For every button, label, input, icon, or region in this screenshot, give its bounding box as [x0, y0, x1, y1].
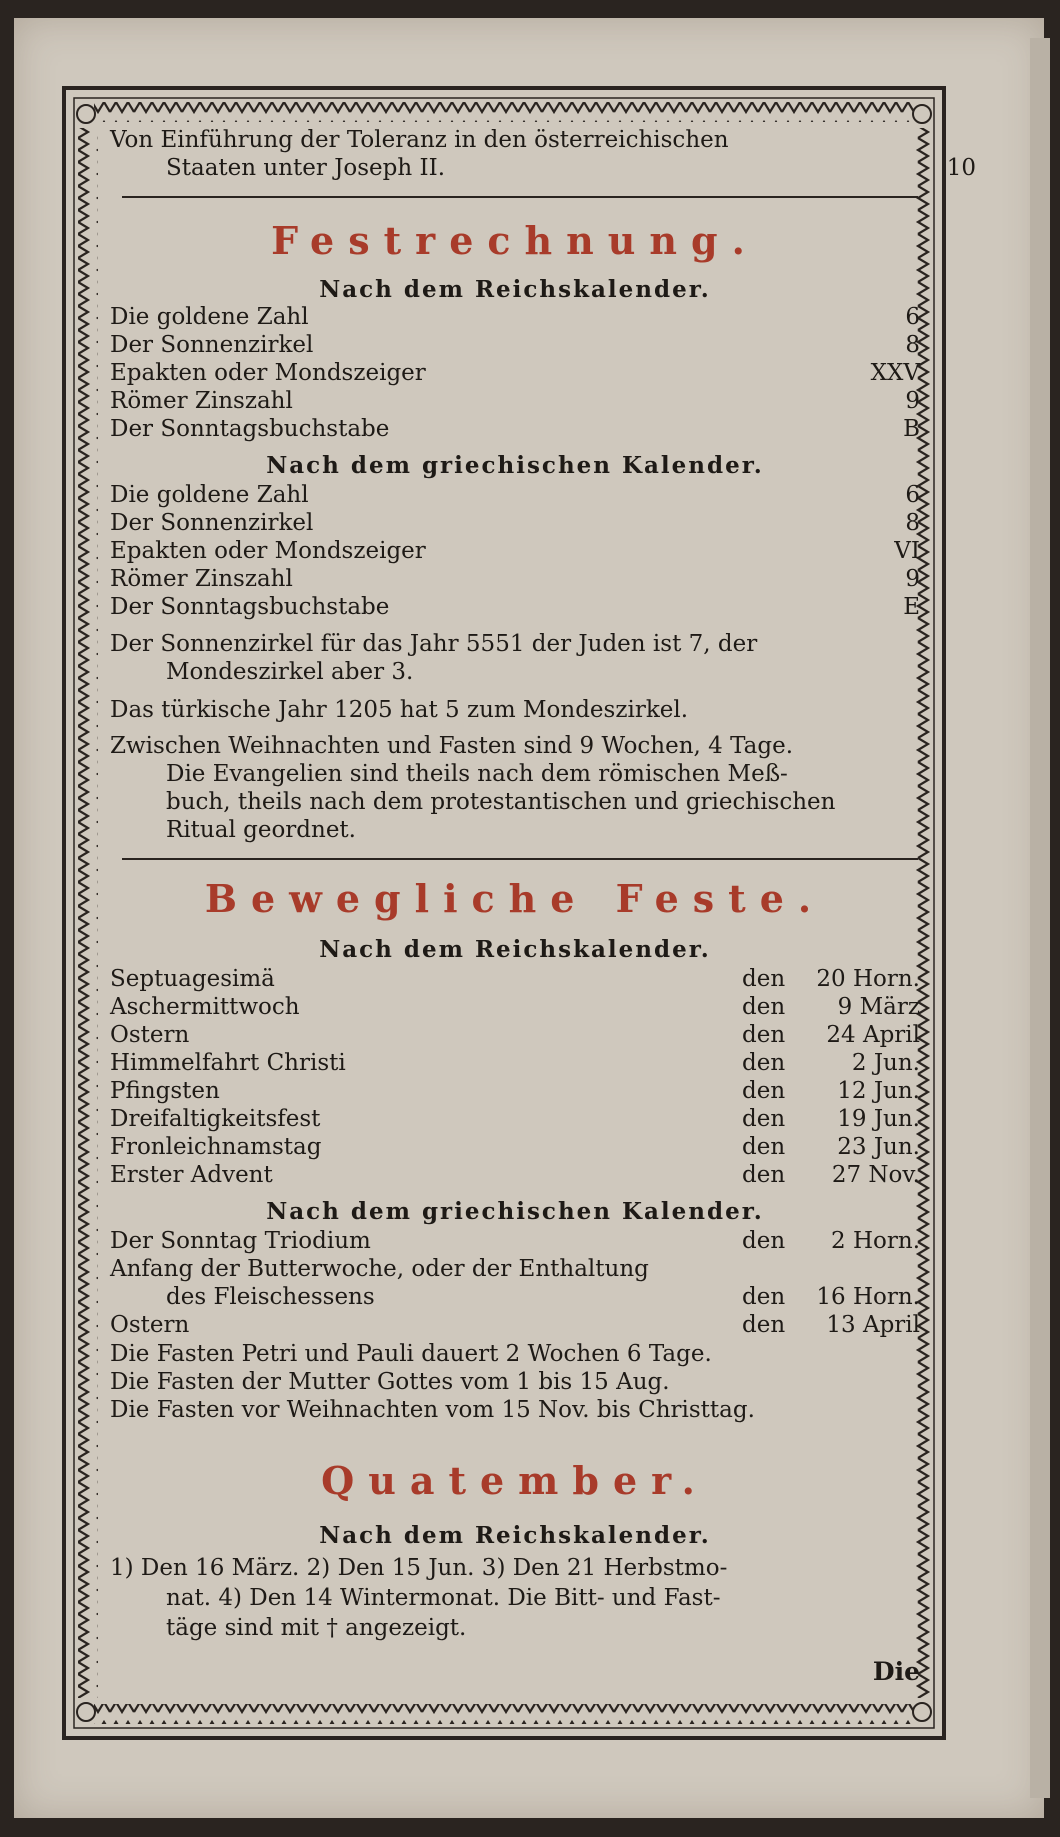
row-label: Der Sonnenzirkel [110, 510, 314, 536]
row-label: Dreifaltigkeitsfest [110, 1106, 321, 1132]
row-date: 9 März [837, 994, 920, 1020]
row-den: den [742, 1134, 786, 1160]
quatember-heading: Nach dem Reichskalender. [319, 1522, 711, 1549]
table-row [110, 1312, 920, 1340]
row-den: den [742, 994, 786, 1020]
table-row [110, 594, 920, 622]
table-row [110, 482, 920, 510]
bewegliche-title: Bewegliche Feste. [204, 876, 826, 921]
calendar-page [14, 18, 1044, 1818]
row-den: den [742, 1078, 786, 1104]
table-row [110, 1134, 920, 1162]
note-jewish-line-2: Mondeszirkel aber 3. [166, 659, 414, 685]
note-jewish-line-1: Der Sonnenzirkel für das Jahr 5551 der Juden ist 7, der [110, 631, 758, 657]
table-row [110, 538, 920, 566]
catchword: Die [872, 1657, 920, 1686]
table-row [110, 1256, 920, 1284]
row-den: den [742, 1106, 786, 1132]
intro-page-ref: 10 [946, 155, 976, 181]
table-row [110, 1228, 920, 1256]
bewegliche-griech-heading: Nach dem griechischen Kalender. [266, 1198, 764, 1225]
row-den: den [742, 966, 786, 992]
table-row [110, 1162, 920, 1190]
row-value: 9 [905, 388, 920, 414]
row-den: den [742, 1162, 786, 1188]
row-date: 13 April [826, 1312, 920, 1338]
table-row [110, 1106, 920, 1134]
fast-petri-pauli: Die Fasten Petri und Pauli dauert 2 Wochen 6 Tage. [110, 1341, 712, 1367]
row-label: Himmelfahrt Christi [110, 1050, 346, 1076]
row-den: den [742, 1022, 786, 1048]
row-value: E [903, 594, 920, 620]
row-label: Anfang der Butterwoche, oder der Enthaltung [110, 1256, 649, 1282]
row-value: VI [894, 538, 920, 564]
intro-line-2-text: Staaten unter Joseph II. [166, 155, 445, 181]
row-date: 2 Horn. [831, 1228, 920, 1254]
divider [122, 858, 918, 860]
note-turkish: Das türkische Jahr 1205 hat 5 zum Mondeszirkel. [110, 697, 689, 723]
table-row [110, 566, 920, 594]
note-weeks-line-3: buch, theils nach dem protestantischen und griechischen [166, 789, 836, 815]
row-label: Fronleichnamstag [110, 1134, 322, 1160]
festrechnung-title: Festrechnung. [271, 218, 759, 263]
table-row [110, 332, 920, 360]
table-row [110, 966, 920, 994]
row-label: Ostern [110, 1312, 190, 1338]
row-label: Der Sonntag Triodium [110, 1228, 371, 1254]
row-den: den [742, 1284, 786, 1310]
row-den: den [742, 1050, 786, 1076]
row-value: 9 [905, 566, 920, 592]
festrechnung-reich-heading: Nach dem Reichskalender. [319, 276, 711, 303]
row-label: Der Sonnenzirkel [110, 332, 314, 358]
row-value: 6 [905, 482, 920, 508]
row-den: den [742, 1228, 786, 1254]
quatember-title: Quatember. [321, 1458, 709, 1503]
row-value: XXV [870, 360, 920, 386]
row-date: 24 April [826, 1022, 920, 1048]
row-date: 19 Jun. [837, 1106, 920, 1132]
row-date: 27 Nov. [831, 1162, 920, 1188]
row-date: 2 Jun. [851, 1050, 920, 1076]
row-label: Die goldene Zahl [110, 482, 309, 508]
row-value: 8 [905, 332, 920, 358]
note-weeks-line-2: Die Evangelien sind theils nach dem römischen Meß- [166, 761, 788, 787]
row-label: Septuagesimä [110, 966, 275, 992]
row-date: 20 Horn. [816, 966, 920, 992]
table-row [110, 994, 920, 1022]
table-row [110, 510, 920, 538]
row-value: 8 [905, 510, 920, 536]
table-row [110, 388, 920, 416]
table-row [110, 304, 920, 332]
row-label: Römer Zinszahl [110, 388, 293, 414]
row-date: 23 Jun. [837, 1134, 920, 1160]
festrechnung-griech-heading: Nach dem griechischen Kalender. [266, 452, 764, 479]
quatember-line-1: 1) Den 16 März. 2) Den 15 Jun. 3) Den 21 Herbstmo- [110, 1555, 728, 1581]
row-label: Der Sonntagsbuchstabe [110, 416, 390, 442]
table-row [110, 1078, 920, 1106]
note-weeks-line-4: Ritual geordnet. [166, 817, 356, 843]
row-date: 12 Jun. [837, 1078, 920, 1104]
row-label: Erster Advent [110, 1162, 273, 1188]
quatember-line-3: täge sind mit † angezeigt. [166, 1615, 467, 1641]
intro-line-1: Von Einführung der Toleranz in den österreichischen [110, 127, 729, 153]
table-row [110, 360, 920, 388]
quatember-line-2: nat. 4) Den 14 Wintermonat. Die Bitt- und Fast- [166, 1585, 721, 1611]
row-date: 16 Horn. [816, 1284, 920, 1310]
row-label: des Fleischessens [166, 1284, 375, 1310]
row-label: Pfingsten [110, 1078, 220, 1104]
row-label: Der Sonntagsbuchstabe [110, 594, 390, 620]
row-label: Römer Zinszahl [110, 566, 293, 592]
row-label: Epakten oder Mondszeiger [110, 360, 426, 386]
row-value: 6 [905, 304, 920, 330]
bewegliche-reich-heading: Nach dem Reichskalender. [319, 936, 711, 963]
note-weeks-line-1: Zwischen Weihnachten und Fasten sind 9 Wochen, 4 Tage. [110, 733, 794, 759]
row-den: den [742, 1312, 786, 1338]
table-row [110, 1022, 920, 1050]
divider [122, 196, 918, 198]
row-label: Die goldene Zahl [110, 304, 309, 330]
intro-line-2 [110, 154, 976, 182]
fast-mutter-gottes: Die Fasten der Mutter Gottes vom 1 bis 15 Aug. [110, 1369, 670, 1395]
row-label: Ostern [110, 1022, 190, 1048]
row-label: Epakten oder Mondszeiger [110, 538, 426, 564]
fast-weihnachten: Die Fasten vor Weihnachten vom 15 Nov. bis Christtag. [110, 1397, 755, 1423]
table-row [110, 1050, 920, 1078]
row-value: B [903, 416, 920, 442]
row-label: Aschermittwoch [110, 994, 300, 1020]
table-row [110, 416, 920, 444]
table-row [110, 1284, 920, 1312]
